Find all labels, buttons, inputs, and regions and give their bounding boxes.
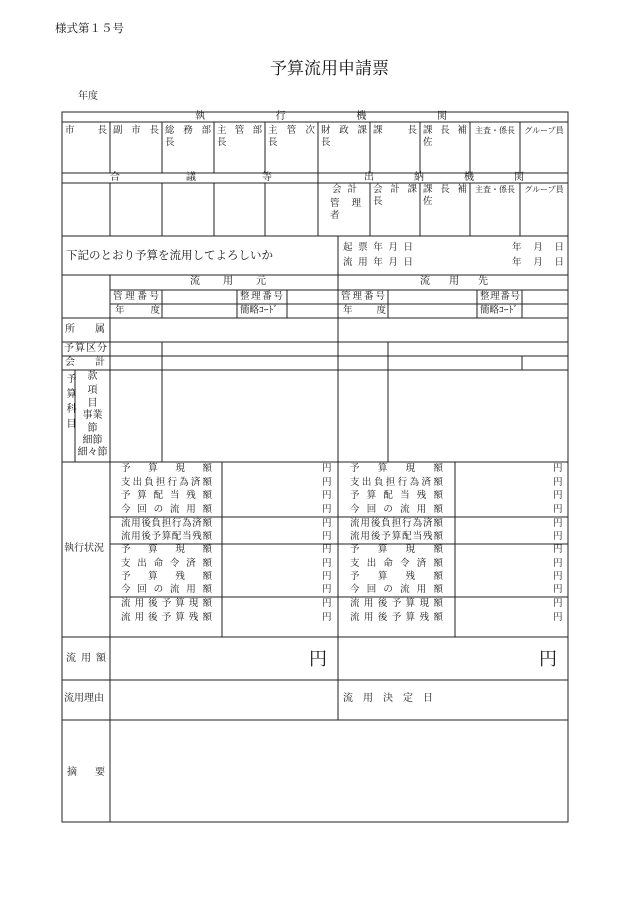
source-status-item: 支出負担行為済額 — [121, 477, 212, 488]
source-status-item: 支 出 命 令 済 額 — [121, 558, 212, 569]
destination-status-item: 流 用 後 予 算 現 額 — [350, 598, 443, 609]
destination-status-unit: 円 — [553, 612, 563, 623]
budget-item-level-kou: 項 — [87, 385, 98, 396]
decision-date-label: 流 用 決 定 日 — [343, 693, 433, 704]
source-status-unit: 円 — [322, 544, 332, 555]
source-heading: 流 用 元 — [190, 276, 266, 287]
source-status-unit: 円 — [322, 477, 332, 488]
destination-status-unit: 円 — [553, 463, 563, 474]
source-status-item: 今 回 の 流 用 額 — [121, 504, 212, 515]
budget-item-label: 予算科目 — [64, 373, 75, 433]
approver-label-general-affairs-director: 総 務 部 長 — [165, 125, 211, 148]
source-status-unit: 円 — [322, 490, 332, 501]
approver-label-chief-subsection: 主査・係長 — [475, 126, 515, 135]
destination-status-item: 予 算 現 額 — [350, 463, 443, 474]
transfer-reason-label: 流用理由 — [64, 693, 104, 704]
destination-status-unit: 円 — [553, 531, 563, 542]
consultation-heading: 合 議 等 — [110, 172, 272, 183]
source-status-unit: 円 — [322, 518, 332, 529]
approver-label-mayor: 市 長 — [65, 125, 107, 136]
accounting-manager-label-line1: 会 計 — [332, 184, 357, 195]
fiscal-year-label: 年度 — [78, 91, 98, 102]
destination-status-item: 流用後負担行為済額 — [350, 518, 443, 529]
destination-status-item: 今 回 の 流 用 額 — [350, 584, 443, 595]
budget-category-label: 予算区分 — [64, 343, 107, 354]
destination-status-unit: 円 — [553, 544, 563, 555]
source-status-item: 予 算 配 当 残 額 — [121, 490, 212, 501]
destination-status-unit: 円 — [553, 504, 563, 515]
accounting-section-chief-label: 会 計 課 長 — [373, 184, 417, 207]
source-status-unit: 円 — [322, 531, 332, 542]
budget-item-level-sub-setsu: 細節 — [82, 435, 103, 446]
destination-transfer-amount-unit: 円 — [539, 649, 557, 670]
accounting-manager-label-line2: 管 理 者 — [330, 198, 361, 221]
budget-item-level-sub-sub-setsu: 細々節 — [77, 447, 108, 458]
destination-status-item: 今 回 の 流 用 額 — [350, 504, 443, 515]
source-status-unit: 円 — [322, 463, 332, 474]
treasury-assistant-section-chief-label: 課 長 補 佐 — [423, 184, 467, 207]
source-status-item: 予 算 現 額 — [121, 463, 212, 474]
form-number-label: 様式第１５号 — [55, 21, 124, 35]
approver-label-deputy-director: 主 管 次 長 — [268, 125, 315, 148]
source-status-item: 流用後負担行為済額 — [121, 518, 212, 529]
source-status-item: 予 算 現 額 — [121, 544, 212, 555]
source-status-item: 流用後予算配当残額 — [121, 531, 212, 542]
treasury-group-member-label: グループ員 — [524, 185, 564, 194]
destination-status-unit: 円 — [553, 477, 563, 488]
form-title: 予算流用申請票 — [270, 59, 389, 79]
destination-fiscal-year-label: 年 度 — [343, 305, 386, 316]
source-fiscal-year-label: 年 度 — [115, 305, 160, 316]
destination-status-unit: 円 — [553, 598, 563, 609]
destination-reference-no-label: 整理番号 — [480, 291, 520, 302]
source-status-unit: 円 — [322, 571, 332, 582]
destination-status-item: 予 算 残 額 — [350, 571, 443, 582]
source-status-unit: 円 — [322, 558, 332, 569]
source-status-unit: 円 — [322, 504, 332, 515]
budget-item-level-moku: 目 — [87, 398, 98, 409]
destination-status-unit: 円 — [553, 490, 563, 501]
remarks-label: 摘 要 — [67, 767, 105, 778]
destination-status-unit: 円 — [553, 584, 563, 595]
budget-item-level-kan: 款 — [87, 371, 98, 382]
draft-date-value: 年 月 日 — [512, 242, 564, 253]
destination-management-no-label: 管理番号 — [341, 291, 385, 302]
source-abbrev-code-label: 簡略ｺｰﾄﾞ — [240, 305, 279, 316]
destination-status-item: 流用後予算配当残額 — [350, 531, 443, 542]
approver-label-section-chief: 課 長 — [373, 125, 417, 136]
approver-label-finance-section-chief: 財 政 課 長 — [321, 125, 367, 148]
approver-label-group-member: グループ員 — [524, 126, 564, 135]
horizontal-rules — [62, 122, 568, 720]
source-status-item: 予 算 残 額 — [121, 571, 212, 582]
destination-status-unit: 円 — [553, 571, 563, 582]
destination-status-item: 流 用 後 予 算 残 額 — [350, 612, 443, 623]
source-transfer-amount-unit: 円 — [309, 649, 327, 670]
source-status-unit: 円 — [322, 598, 332, 609]
approver-label-deputy-mayor: 副 市 長 — [113, 125, 159, 136]
destination-status-unit: 円 — [553, 518, 563, 529]
destination-status-item: 予 算 配 当 残 額 — [350, 490, 443, 501]
department-label: 所 属 — [65, 324, 105, 335]
source-status-unit: 円 — [322, 584, 332, 595]
treasury-heading: 出 納 機 関 — [364, 172, 524, 183]
destination-status-item: 支 出 命 令 済 額 — [350, 558, 443, 569]
transfer-amount-label: 流 用 額 — [66, 653, 106, 664]
execution-status-label: 執行状況 — [64, 543, 104, 554]
request-statement: 下記のとおり予算を流用してよろしいか — [66, 248, 273, 262]
source-status-item: 今 回 の 流 用 額 — [121, 584, 212, 595]
account-label: 会 計 — [65, 357, 105, 368]
budget-item-level-project: 事業 — [82, 410, 103, 421]
source-reference-no-label: 整理番号 — [240, 291, 283, 302]
transfer-date-label: 流 用 年 月 日 — [343, 257, 413, 268]
source-status-unit: 円 — [322, 612, 332, 623]
destination-status-item: 予 算 現 額 — [350, 544, 443, 555]
treasury-chief-subsection-label: 主査・係長 — [475, 185, 515, 194]
approver-label-department-director: 主 管 部 長 — [217, 125, 262, 148]
approver-label-assistant-section-chief: 課 長 補 佐 — [423, 125, 467, 148]
destination-heading: 流 用 先 — [420, 276, 488, 287]
source-management-no-label: 管理番号 — [113, 291, 159, 302]
budget-item-level-setsu: 節 — [87, 423, 98, 434]
source-status-item: 流 用 後 予 算 残 額 — [121, 612, 212, 623]
execution-agency-heading: 執 行 機 関 — [195, 111, 447, 122]
transfer-date-value: 年 月 日 — [512, 257, 564, 268]
destination-abbrev-code-label: 簡略ｺｰﾄﾞ — [480, 305, 519, 316]
source-status-item: 流 用 後 予 算 現 額 — [121, 598, 212, 609]
destination-status-item: 支出負担行為済額 — [350, 477, 443, 488]
destination-status-unit: 円 — [553, 558, 563, 569]
draft-date-label: 起 票 年 月 日 — [343, 242, 413, 253]
